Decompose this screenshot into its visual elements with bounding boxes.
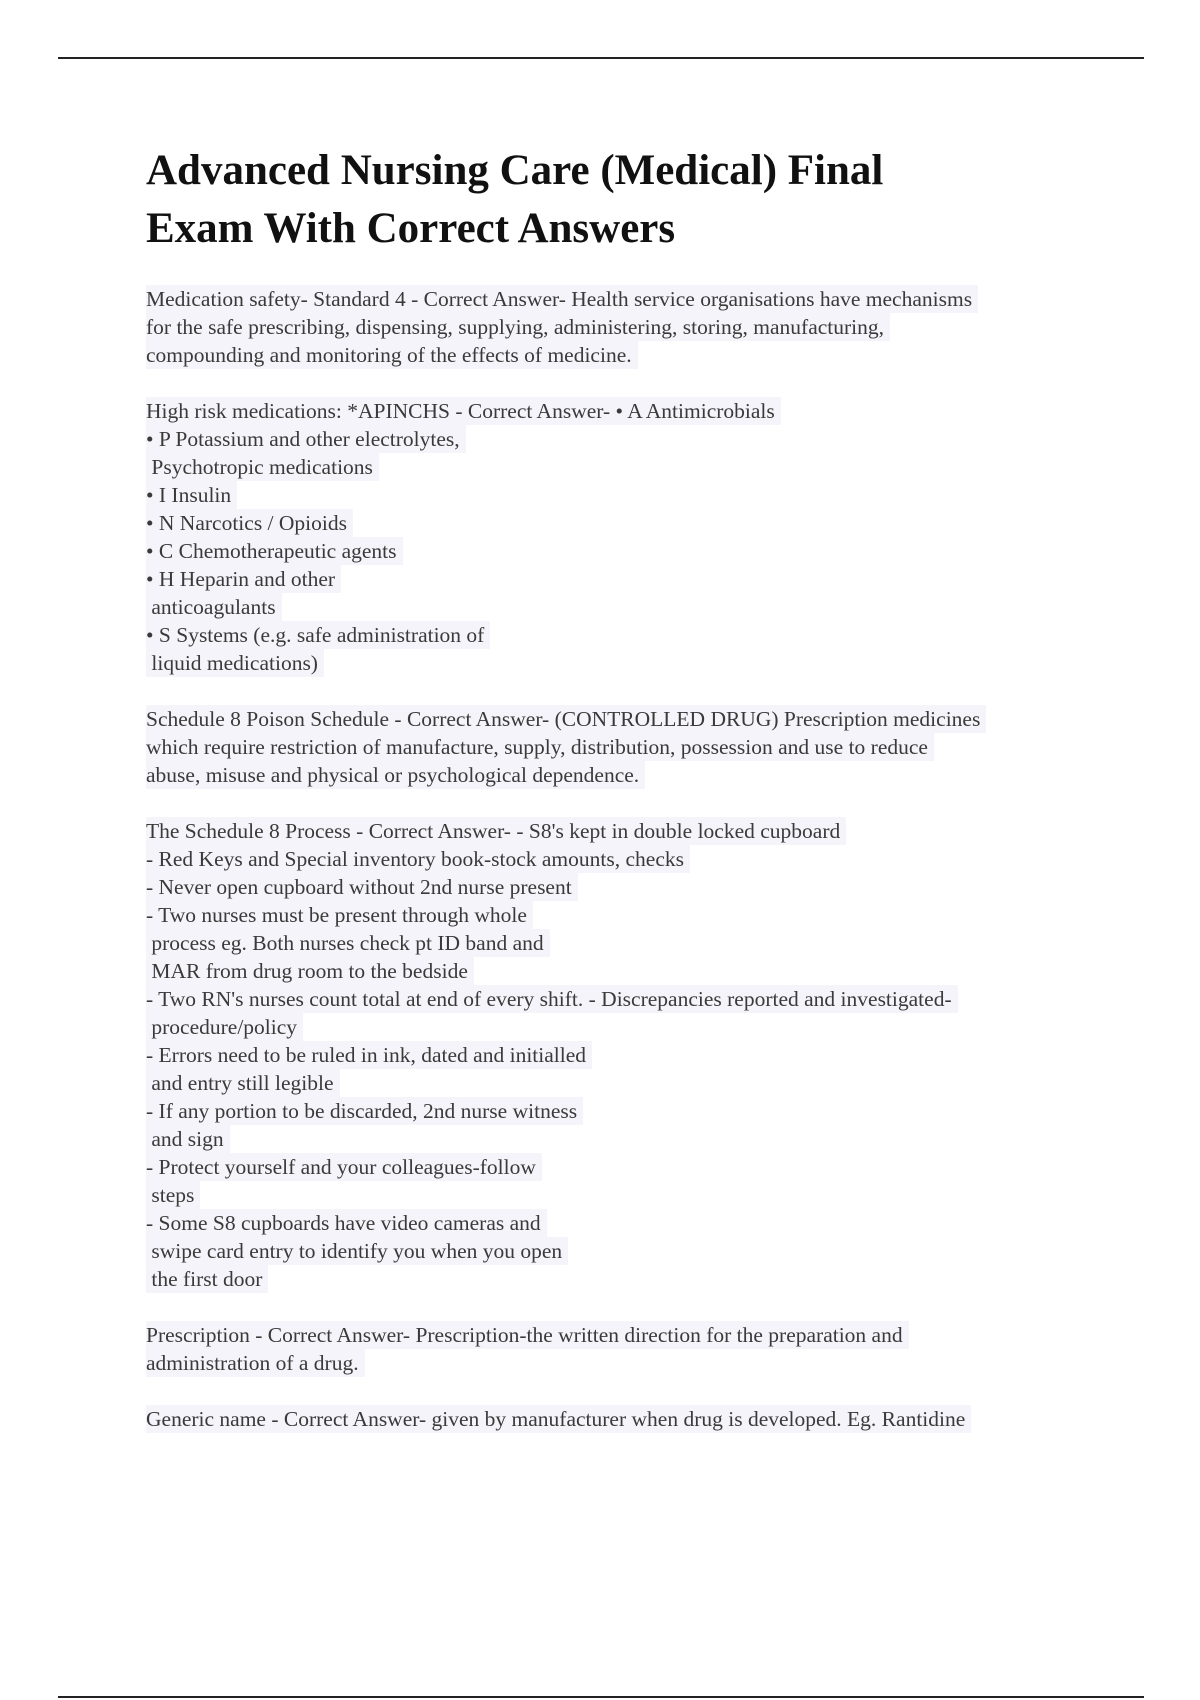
text-line: Psychotropic medications bbox=[146, 453, 379, 481]
text-line: • H Heparin and other bbox=[146, 565, 341, 593]
text-line: • I Insulin bbox=[146, 481, 237, 509]
text-line: anticoagulants bbox=[146, 593, 282, 621]
text-line: - Never open cupboard without 2nd nurse present bbox=[146, 873, 578, 901]
text-line: swipe card entry to identify you when you open bbox=[146, 1237, 568, 1265]
text-line: - Protect yourself and your colleagues-follow bbox=[146, 1153, 542, 1181]
text-line: High risk medications: *APINCHS - Correct Answer- • A Antimicrobials bbox=[146, 397, 781, 425]
text-line: • S Systems (e.g. safe administration of bbox=[146, 621, 490, 649]
text-line: - Some S8 cupboards have video cameras and bbox=[146, 1209, 547, 1237]
text-line: administration of a drug. bbox=[146, 1349, 365, 1377]
text-line: - Red Keys and Special inventory book-stock amounts, checks bbox=[146, 845, 690, 873]
text-line: Prescription - Correct Answer- Prescription-the written direction for the preparation and bbox=[146, 1321, 909, 1349]
text-line: • C Chemotherapeutic agents bbox=[146, 537, 403, 565]
text-line: - Two nurses must be present through whole bbox=[146, 901, 533, 929]
text-line: steps bbox=[146, 1181, 200, 1209]
text-line: the first door bbox=[146, 1265, 268, 1293]
text-line: • P Potassium and other electrolytes, bbox=[146, 425, 466, 453]
text-line: Generic name - Correct Answer- given by manufacturer when drug is developed. Eg. Rantidine bbox=[146, 1405, 971, 1433]
text-line: for the safe prescribing, dispensing, supplying, administering, storing, manufacturing, bbox=[146, 313, 890, 341]
text-line: MAR from drug room to the bedside bbox=[146, 957, 474, 985]
text-line: - Errors need to be ruled in ink, dated and initialled bbox=[146, 1041, 592, 1069]
qa-entry-schedule-8-process bbox=[146, 817, 1096, 1293]
text-line: abuse, misuse and physical or psychological dependence. bbox=[146, 761, 645, 789]
text-line: - Two RN's nurses count total at end of every shift. - Discrepancies reported and investigated- bbox=[146, 985, 958, 1013]
text-line: liquid medications) bbox=[146, 649, 324, 677]
text-line: and entry still legible bbox=[146, 1069, 340, 1097]
qa-entry-prescription bbox=[146, 1321, 1096, 1377]
text-line: • N Narcotics / Opioids bbox=[146, 509, 353, 537]
qa-entry-generic-name bbox=[146, 1405, 1096, 1433]
text-line: process eg. Both nurses check pt ID band and bbox=[146, 929, 550, 957]
text-line: The Schedule 8 Process - Correct Answer- - S8's kept in double locked cupboard bbox=[146, 817, 846, 845]
text-line: compounding and monitoring of the effects of medicine. bbox=[146, 341, 638, 369]
text-line: procedure/policy bbox=[146, 1013, 303, 1041]
top-rule bbox=[58, 57, 1144, 59]
title-line: Advanced Nursing Care (Medical) Final bbox=[146, 147, 884, 194]
text-line: which require restriction of manufacture, supply, distribution, possession and use to reduce bbox=[146, 733, 934, 761]
text-line: and sign bbox=[146, 1125, 230, 1153]
text-line: Medication safety- Standard 4 - Correct Answer- Health service organisations have mechanisms bbox=[146, 285, 978, 313]
document-title bbox=[146, 142, 1096, 258]
document-body bbox=[146, 142, 1096, 1461]
text-line: - If any portion to be discarded, 2nd nurse witness bbox=[146, 1097, 583, 1125]
qa-entry-high-risk-medications bbox=[146, 397, 1096, 677]
title-line: Exam With Correct Answers bbox=[146, 205, 676, 252]
qa-entry-schedule-8-poison bbox=[146, 705, 1096, 789]
qa-entry-medication-safety bbox=[146, 285, 1096, 369]
text-line: Schedule 8 Poison Schedule - Correct Answer- (CONTROLLED DRUG) Prescription medicines bbox=[146, 705, 986, 733]
bottom-rule bbox=[58, 1696, 1144, 1698]
